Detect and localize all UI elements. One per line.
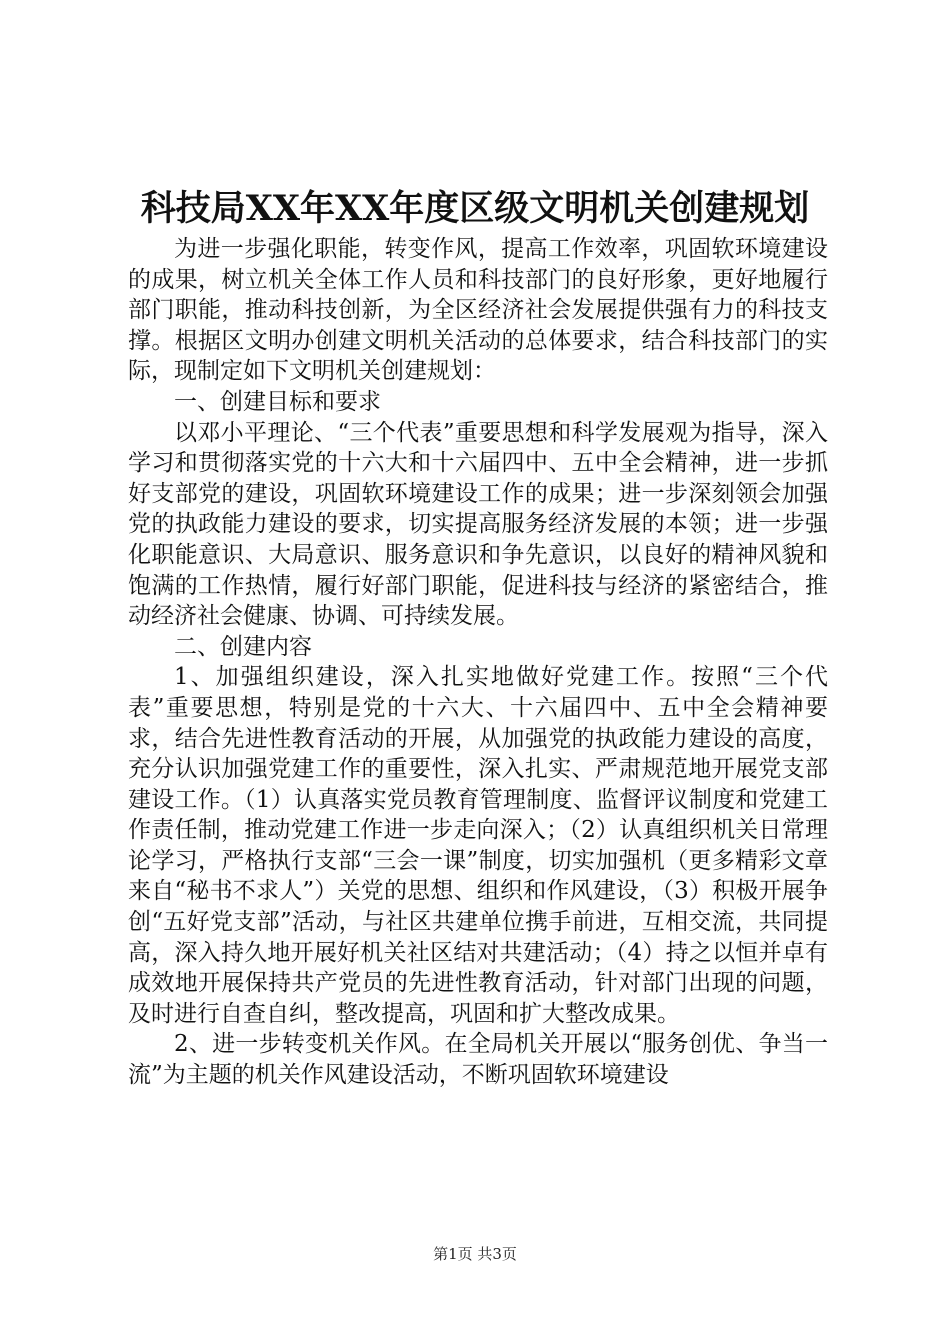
paragraph-work-style: 2、进一步转变机关作风。在全局机关开展以“服务创优、争当一流”为主题的机关作风建设活动，不断巩固软环境建设	[128, 1031, 828, 1089]
page-number: 第1页 共3页	[433, 1245, 517, 1263]
section-heading-content: 二、创建内容	[174, 633, 312, 660]
paragraph-intro: 为进一步强化职能，转变作风，提高工作效率，巩固软环境建设的成果，树立机关全体工作人员和科技部门的良好形象，更好地履行部门职能，推动科技创新，为全区经济社会发展提供强有力的科技支撑。根据区文明办创建文明机关活动的总体要求，结合科技部门的实际，现制定如下文明机关创建规划：	[128, 236, 828, 385]
paragraph-organization: 1、加强组织建设，深入扎实地做好党建工作。按照“三个代表”重要思想，特别是党的十六大、十六届四中、五中全会精神要求，结合先进性教育活动的开展，从加强党的执政能力建设的高度，充分认识加强党建工作的重要性，深入扎实、严肃规范地开展党支部建设工作。（1）认真落实党员教育管理制度、监督评议制度和党建工作责任制，推动党建工作进一步走向深入；（2）认真组织机关日常理论学习，严格执行支部“三会一课”制度，切实加强机（更多精彩文章来自“秘书不求人”）关党的思想、组织和作风建设，（3）积极开展争创“五好党支部”活动，与社区共建单位携手前进，互相交流，共同提高，深入持久地开展好机关社区结对共建活动；（4）持之以恒并卓有成效地开展保持共产党员的先进性教育活动，针对部门出现的问题，及时进行自查自纠，整改提高，巩固和扩大整改成果。	[128, 664, 828, 1027]
document-body	[128, 234, 828, 1091]
document-title: 科技局XX年XX年度区级文明机关创建规划	[140, 188, 810, 229]
paragraph-goals: 以邓小平理论、“三个代表”重要思想和科学发展观为指导，深入学习和贯彻落实党的十六大和十六届四中、五中全会精神，进一步抓好支部党的建设，巩固软环境建设工作的成果；进一步深刻领会加强党的执政能力建设的要求，切实提高服务经济发展的本领；进一步强化职能意识、大局意识、服务意识和争先意识，以良好的精神风貌和饱满的工作热情，履行好部门职能，促进科技与经济的紧密结合，推动经济社会健康、协调、可持续发展。	[128, 419, 828, 630]
section-heading-goals: 一、创建目标和要求	[174, 388, 381, 415]
